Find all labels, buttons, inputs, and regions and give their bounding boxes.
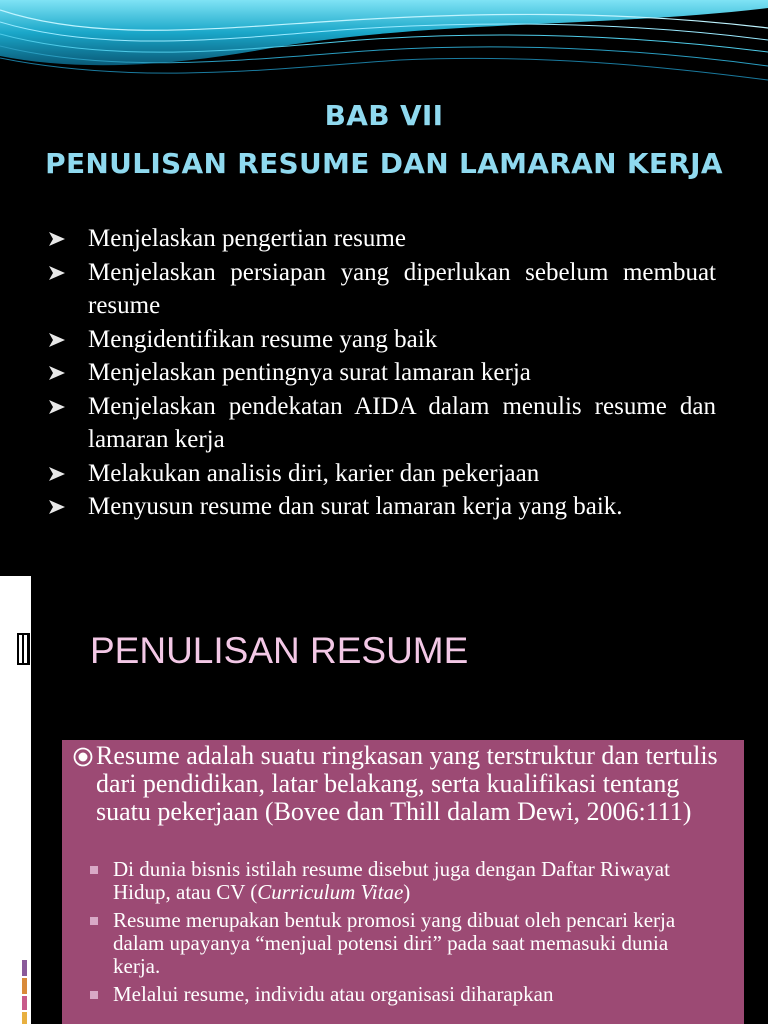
arrow-bullet-icon [48,264,66,282]
list-item [48,457,716,491]
list-item [90,909,720,978]
title-line-2: PENULISAN RESUME DAN LAMARAN KERJA [45,147,723,180]
objective-text: Menjelaskan persiapan yang diperlukan sebelum membuat resume [88,258,716,319]
title-line-1: BAB VII [324,99,444,132]
list-item [48,356,716,390]
sub-bullet-list [90,858,720,1011]
arrow-bullet-icon [48,364,66,382]
main-bullet [72,742,722,826]
arrow-bullet-icon [48,331,66,349]
objective-text: Menjelaskan pentingnya surat lamaran kerja [88,359,531,386]
sub-bullet-text: Di dunia bisnis istilah resume disebut juga dengan Daftar Riwayat Hidup, atau CV ( [113,857,670,904]
slide-2 [0,576,768,1024]
square-bullet-icon [90,917,98,925]
section-heading: PENULISAN RESUME [90,630,469,671]
list-item [90,983,720,1006]
objective-text: Melakukan analisis diri, karier dan pekerjaan [88,459,540,487]
title-marker-line [19,635,22,663]
square-bullet-icon [90,866,98,874]
wave-decoration [0,0,768,90]
arrow-bullet-icon [48,230,66,248]
list-item [48,390,716,457]
color-strip [22,996,27,1010]
list-item [48,222,716,256]
arrow-bullet-icon [48,465,66,483]
square-bullet-icon [90,991,98,999]
title-marker-line [24,635,27,663]
objectives-list [48,222,716,524]
objective-text: Mengidentifikan resume yang baik [88,325,438,353]
color-strip [22,960,27,976]
list-item [48,256,716,323]
sub-bullet-end: ) [403,880,411,904]
list-item [90,858,720,904]
arrow-bullet-icon [48,398,66,416]
circle-bullet-icon [72,746,94,768]
objective-text: Menjelaskan pendekatan AIDA dalam menulis resume dan lamaran kerja [88,392,716,453]
arrow-bullet-icon [48,498,66,516]
objective-text: Menjelaskan pengertian resume [88,225,406,252]
slide-title [0,92,768,188]
sub-bullet-text: Melalui resume, individu atau organisasi diharapkan [113,982,554,1006]
color-strip [22,978,27,994]
list-item [48,490,716,524]
main-bullet-text: Resume adalah suatu ringkasan yang terstruktur dan tertulis dari pendidikan, latar belakang, serta kualifikasi tentang suatu pekerjaan (Bovee dan Thill dalam Dewi, 2006:111) [96,741,718,826]
list-item [48,323,716,357]
color-strip [22,1012,27,1024]
objective-text: Menyusun resume dan surat lamaran kerja yang baik. [88,493,623,520]
sub-bullet-italic: Curriculum Vitae [257,880,404,904]
content-box [62,740,744,1024]
sub-bullet-text: Resume merupakan bentuk promosi yang dibuat oleh pencari kerja dalam upayanya “menjual potensi diri” pada saat memasuki dunia kerja. [113,908,676,978]
